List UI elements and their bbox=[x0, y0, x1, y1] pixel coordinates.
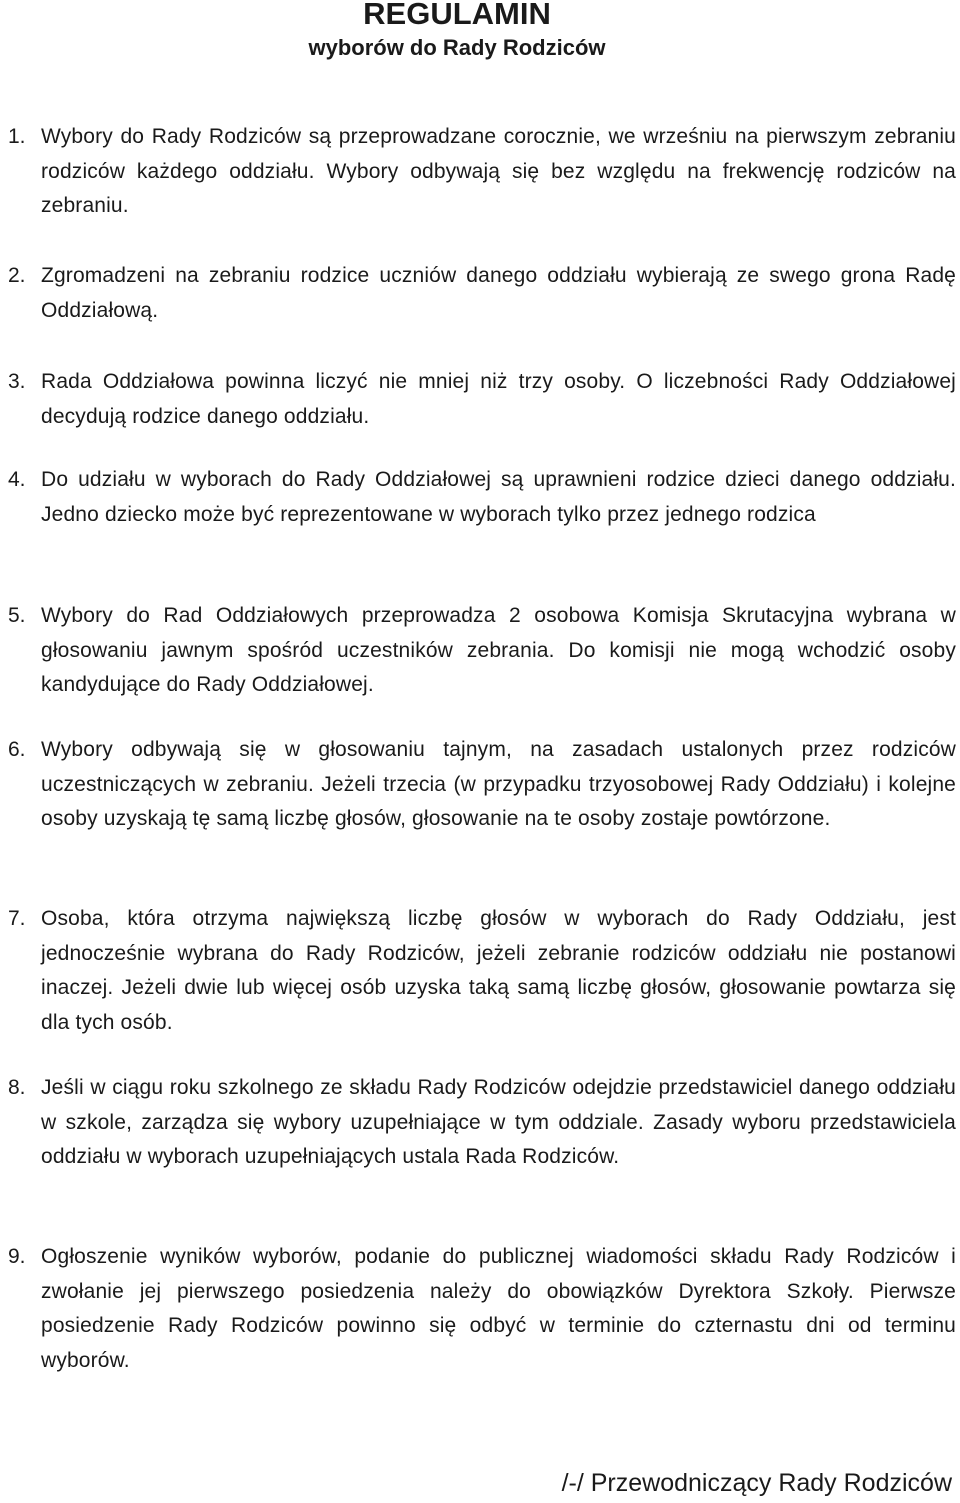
item-text: Wybory do Rady Rodziców są przeprowadzane corocznie, we wrześniu na pierwszym zebraniu rodziców każdego oddziału. Wybory odbywają się bez względu na frekwencję rodziców na zebraniu. bbox=[41, 125, 956, 217]
item-number: 6. bbox=[8, 738, 26, 761]
regulation-item-4 bbox=[8, 463, 956, 532]
regulation-item-2 bbox=[8, 259, 956, 328]
signature: /-/ Przewodniczący Rady Rodziców bbox=[561, 1469, 952, 1497]
item-text: Osoba, która otrzyma największą liczbę głosów w wyborach do Rady Oddziału, jest jednocześnie wybrana do Rady Rodziców, jeżeli zebranie rodziców oddziału nie postanowi inaczej. Jeżeli dwie lub więcej osób uzyska taką samą liczbę głosów, głosowanie powtarza się dla tych osób. bbox=[41, 907, 956, 1034]
item-number: 2. bbox=[8, 264, 26, 287]
item-number: 3. bbox=[8, 370, 26, 393]
item-number: 8. bbox=[8, 1076, 26, 1099]
regulation-item-5 bbox=[8, 599, 956, 703]
item-number: 7. bbox=[8, 907, 26, 930]
document-title: REGULAMIN bbox=[363, 0, 551, 31]
regulation-item-9 bbox=[8, 1240, 956, 1378]
regulation-item-1 bbox=[8, 120, 956, 224]
item-number: 1. bbox=[8, 125, 26, 148]
regulation-item-7 bbox=[8, 902, 956, 1040]
regulation-item-8 bbox=[8, 1071, 956, 1175]
regulation-item-3 bbox=[8, 365, 956, 434]
item-number: 4. bbox=[8, 468, 26, 491]
item-text: Do udziału w wyborach do Rady Oddziałowej są uprawnieni rodzice dzieci danego oddziału. Jedno dziecko może być reprezentowane w wyborach tylko przez jednego rodzica bbox=[41, 468, 956, 526]
item-number: 5. bbox=[8, 604, 26, 627]
item-text: Rada Oddziałowa powinna liczyć nie mniej niż trzy osoby. O liczebności Rady Oddziałowej decydują rodzice danego oddziału. bbox=[41, 370, 956, 428]
document-subtitle: wyborów do Rady Rodziców bbox=[308, 35, 606, 60]
item-text: Ogłoszenie wyników wyborów, podanie do publicznej wiadomości składu Rady Rodziców i zwołanie jej pierwszego posiedzenia należy do obowiązków Dyrektora Szkoły. Pierwsze posiedzenie Rady Rodziców powinno się odbyć w terminie do czternastu dni od terminu wyborów. bbox=[41, 1245, 956, 1372]
regulation-item-6 bbox=[8, 733, 956, 837]
item-number: 9. bbox=[8, 1245, 26, 1268]
item-text: Zgromadzeni na zebraniu rodzice uczniów danego oddziału wybierają ze swego grona Radę Oddziałową. bbox=[41, 264, 956, 322]
item-text: Wybory do Rad Oddziałowych przeprowadza 2 osobowa Komisja Skrutacyjna wybrana w głosowaniu jawnym spośród uczestników zebrania. Do komisji nie mogą wchodzić osoby kandydujące do Rady Oddziałowej. bbox=[41, 604, 956, 696]
item-text: Wybory odbywają się w głosowaniu tajnym, na zasadach ustalonych przez rodziców uczestniczących w zebraniu. Jeżeli trzecia (w przypadku trzyosobowej Rady Oddziału) i kolejne osoby uzyskają tę samą liczbę głosów, głosowanie na te osoby zostaje powtórzone. bbox=[41, 738, 956, 830]
item-text: Jeśli w ciągu roku szkolnego ze składu Rady Rodziców odejdzie przedstawiciel danego oddziału w szkole, zarządza się wybory uzupełniające w tym oddziale. Zasady wyboru przedstawiciela oddziału w wyborach uzupełniających ustala Rada Rodziców. bbox=[41, 1076, 956, 1168]
